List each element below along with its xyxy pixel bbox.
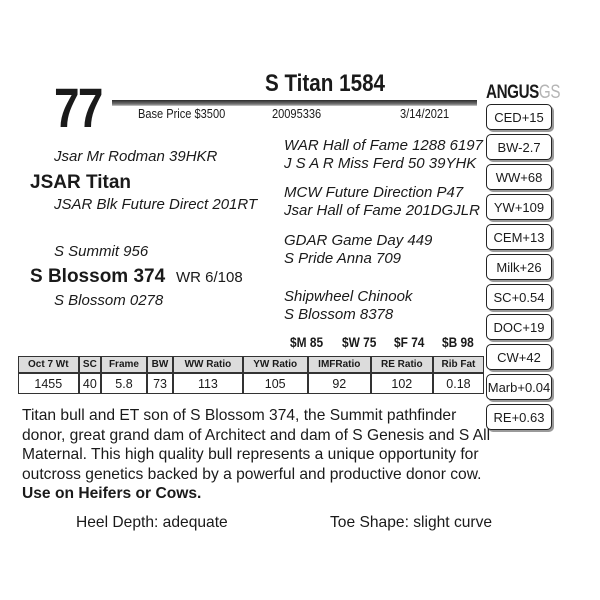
value-cell: 1455 <box>18 373 79 394</box>
animal-name: S Titan 1584 <box>264 70 386 97</box>
index-m: $M 85 <box>290 334 324 350</box>
header-cell: Frame <box>101 356 147 373</box>
logo-suffix: GS <box>538 82 561 103</box>
great-grandparent: MCW Future Direction P47 <box>284 184 464 201</box>
performance-header-row <box>18 356 484 373</box>
epd-column <box>486 104 552 434</box>
registration-number: 20095336 <box>272 106 322 121</box>
great-grandparent: Jsar Hall of Fame 201DGJLR <box>284 202 480 219</box>
logo-main: ANGUS <box>486 82 539 103</box>
index-w: $W 75 <box>342 334 377 350</box>
value-cell: 5.8 <box>101 373 147 394</box>
header-cell: WW Ratio <box>173 356 242 373</box>
value-cell: 92 <box>308 373 371 394</box>
description-emphasis: Use on Heifers or Cows. <box>22 485 202 502</box>
value-cell: 102 <box>371 373 433 394</box>
great-grandparent: Shipwheel Chinook <box>284 288 413 305</box>
great-grandparent: S Blossom 8378 <box>284 306 394 323</box>
great-grandparent: J S A R Miss Ferd 50 39YHK <box>284 155 477 172</box>
epd-doc: DOC+19 <box>486 314 552 340</box>
great-grandparent: GDAR Game Day 449 <box>284 232 433 249</box>
index-f: $F 74 <box>394 334 425 350</box>
header-cell: BW <box>147 356 174 373</box>
header-cell: RE Ratio <box>371 356 433 373</box>
description-body: Titan bull and ET son of S Blossom 374, the Summit pathfinder donor, great grand dam of Architect and dam of S Genesis and S All Maternal. This high quality bull represents a unique opportunity for outcross genetics backed by a powerful and productive donor cow. <box>22 407 491 483</box>
epd-cem: CEM+13 <box>486 224 552 250</box>
header-cell: Oct 7 Wt <box>18 356 79 373</box>
sire-sire: Jsar Mr Rodman 39HKR <box>54 148 218 165</box>
lot-number: 77 <box>54 76 102 139</box>
performance-value-row <box>18 373 484 394</box>
header-cell: SC <box>79 356 102 373</box>
heel-depth: Heel Depth: adequate <box>76 514 228 531</box>
value-cell: 0.18 <box>433 373 484 394</box>
epd-ced: CED+15 <box>486 104 552 130</box>
performance-table <box>18 356 484 394</box>
header-cell: IMFRatio <box>308 356 371 373</box>
value-cell: 105 <box>243 373 308 394</box>
great-grandparent: S Pride Anna 709 <box>284 250 402 267</box>
epd-sc: SC+0.54 <box>486 284 552 310</box>
index-b: $B 98 <box>442 334 474 350</box>
dam-dam: S Blossom 0278 <box>54 292 164 309</box>
dam-sire: S Summit 956 <box>54 243 149 260</box>
epd-bw: BW-2.7 <box>486 134 552 160</box>
sire: JSAR Titan <box>30 172 132 193</box>
epd-re: RE+0.63 <box>486 404 552 430</box>
toe-shape: Toe Shape: slight curve <box>330 514 493 531</box>
value-cell: 73 <box>147 373 174 394</box>
angus-gs-logo <box>486 82 560 104</box>
great-grandparent: WAR Hall of Fame 1288 6197 <box>284 137 483 154</box>
epd-cw: CW+42 <box>486 344 552 370</box>
base-price: Base Price $3500 <box>138 106 226 121</box>
epd-ww: WW+68 <box>486 164 552 190</box>
value-cell: 113 <box>173 373 242 394</box>
epd-marb: Marb+0.04 <box>486 374 552 400</box>
description <box>22 406 492 504</box>
epd-yw: YW+109 <box>486 194 552 220</box>
birth-date: 3/14/2021 <box>400 106 450 121</box>
sire-dam: JSAR Blk Future Direct 201RT <box>54 196 258 213</box>
value-cell: 40 <box>79 373 102 394</box>
dam-weaning-ratio: WR 6/108 <box>176 269 243 286</box>
header-cell: Rib Fat <box>433 356 484 373</box>
epd-milk: Milk+26 <box>486 254 552 280</box>
header-cell: YW Ratio <box>243 356 308 373</box>
dam: S Blossom 374 <box>30 266 166 287</box>
